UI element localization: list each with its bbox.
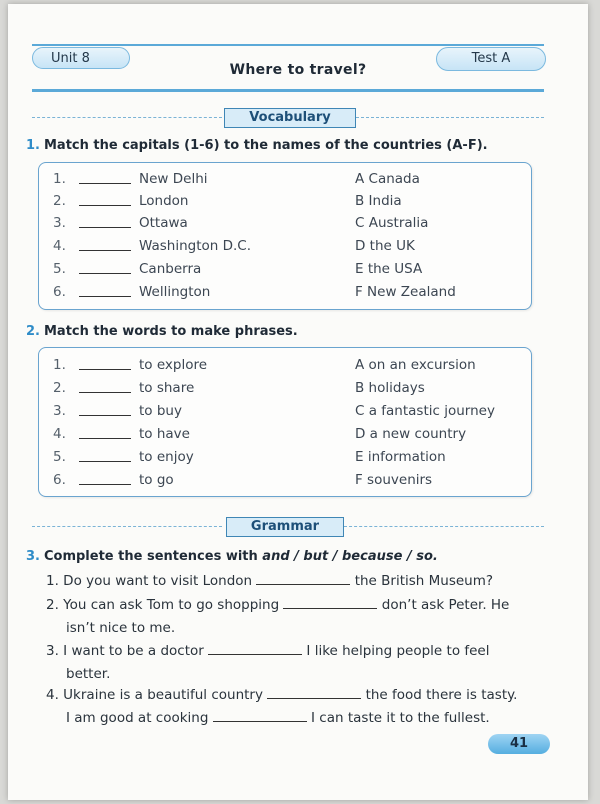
vocabulary-label: Vocabulary (224, 108, 356, 128)
list-item (39, 235, 531, 257)
item-text: to explore (139, 357, 208, 373)
item-number: 3. (53, 215, 66, 231)
task-text: Match the words to make phrases. (43, 324, 298, 339)
item-number: 2. (53, 193, 66, 209)
list-item (39, 423, 531, 445)
item-option: F New Zealand (355, 284, 456, 300)
answer-blank[interactable] (213, 707, 307, 722)
item-number: 5. (53, 261, 66, 277)
sentence-text: I can taste it to the fullest. (311, 710, 490, 726)
grammar-label: Grammar (226, 517, 344, 537)
item-option: D a new country (355, 426, 467, 442)
answer-blank[interactable] (79, 484, 131, 485)
item-text: to share (139, 380, 195, 396)
sentence-text: 2. You can ask Tom to go shopping (46, 597, 280, 613)
task-words: and / but / because / so. (262, 549, 438, 564)
answer-blank[interactable] (79, 296, 131, 297)
item-text: Washington D.C. (139, 238, 252, 254)
item-text: New Delhi (139, 171, 208, 187)
sentence-3 (46, 640, 490, 662)
item-text: Ottawa (139, 215, 188, 231)
sentence-text: 4. Ukraine is a beautiful country (46, 687, 263, 703)
answer-blank[interactable] (283, 594, 377, 609)
answer-blank[interactable] (79, 392, 131, 393)
answer-blank[interactable] (208, 640, 302, 655)
list-item (39, 212, 531, 234)
answer-blank[interactable] (79, 205, 131, 206)
item-option: A Canada (355, 171, 420, 187)
list-item (39, 190, 531, 212)
workbook-page (8, 4, 588, 800)
task-number: 2. (26, 324, 40, 339)
sentence-2-continued: isn’t nice to me. (66, 620, 176, 636)
item-option: B holidays (355, 380, 425, 396)
list-item (39, 469, 531, 491)
item-number: 4. (53, 238, 66, 254)
item-number: 3. (53, 403, 66, 419)
item-option: B India (355, 193, 402, 209)
sentence-text: the British Museum? (354, 573, 494, 589)
item-option: C a fantastic journey (355, 403, 495, 419)
header-rule-bottom (32, 89, 544, 92)
item-number: 1. (53, 357, 66, 373)
sentence-text: I like helping people to feel (306, 643, 490, 659)
answer-blank[interactable] (267, 684, 361, 699)
item-option: D the UK (355, 238, 415, 254)
item-text: to enjoy (139, 449, 194, 465)
task-text: Match the capitals (1-6) to the names of the countries (A-F). (43, 138, 488, 153)
item-option: E information (355, 449, 446, 465)
list-item (39, 168, 531, 190)
answer-blank[interactable] (79, 461, 131, 462)
task2-box (38, 347, 532, 497)
test-badge: Test A (436, 47, 546, 71)
item-text: to have (139, 426, 190, 442)
page-title: Where to travel? (229, 62, 367, 78)
sentence-text: I am good at cooking (66, 710, 209, 726)
grammar-section-header (32, 517, 544, 537)
answer-blank[interactable] (79, 438, 131, 439)
item-text: London (139, 193, 189, 209)
sentence-text: don’t ask Peter. He (381, 597, 510, 613)
item-number: 6. (53, 284, 66, 300)
list-item (39, 446, 531, 468)
task-text: Complete the sentences with (43, 549, 263, 564)
task-number: 1. (26, 138, 40, 153)
item-number: 5. (53, 449, 66, 465)
list-item (39, 400, 531, 422)
item-option: A on an excursion (355, 357, 476, 373)
answer-blank[interactable] (79, 227, 131, 228)
sentence-4 (46, 684, 517, 706)
item-text: Wellington (139, 284, 211, 300)
list-item (39, 354, 531, 376)
item-number: 6. (53, 472, 66, 488)
answer-blank[interactable] (79, 415, 131, 416)
task1-instruction (26, 138, 488, 153)
divider (356, 117, 544, 118)
task3-instruction (26, 549, 438, 564)
divider (32, 526, 222, 527)
task2-instruction (26, 324, 298, 339)
sentence-5 (66, 707, 490, 729)
item-number: 2. (53, 380, 66, 396)
page-number: 41 (488, 734, 550, 754)
list-item (39, 377, 531, 399)
answer-blank[interactable] (79, 273, 131, 274)
item-text: to go (139, 472, 174, 488)
divider (32, 117, 222, 118)
answer-blank[interactable] (79, 250, 131, 251)
answer-blank[interactable] (256, 570, 350, 585)
header-rule-top (32, 44, 544, 46)
vocabulary-section-header (32, 108, 544, 128)
item-option: C Australia (355, 215, 429, 231)
item-option: E the USA (355, 261, 423, 277)
item-number: 1. (53, 171, 66, 187)
list-item (39, 258, 531, 280)
item-option: F souvenirs (355, 472, 433, 488)
sentence-1 (46, 570, 493, 592)
answer-blank[interactable] (79, 183, 131, 184)
task-number: 3. (26, 549, 40, 564)
item-text: Canberra (139, 261, 202, 277)
sentence-text: the food there is tasty. (365, 687, 518, 703)
sentence-text: 3. I want to be a doctor (46, 643, 204, 659)
sentence-3-continued: better. (66, 666, 111, 682)
item-number: 4. (53, 426, 66, 442)
sentence-2 (46, 594, 509, 616)
unit-badge: Unit 8 (32, 47, 130, 69)
answer-blank[interactable] (79, 369, 131, 370)
task1-box (38, 162, 532, 310)
item-text: to buy (139, 403, 182, 419)
list-item (39, 281, 531, 303)
divider (344, 526, 544, 527)
sentence-text: 1. Do you want to visit London (46, 573, 253, 589)
